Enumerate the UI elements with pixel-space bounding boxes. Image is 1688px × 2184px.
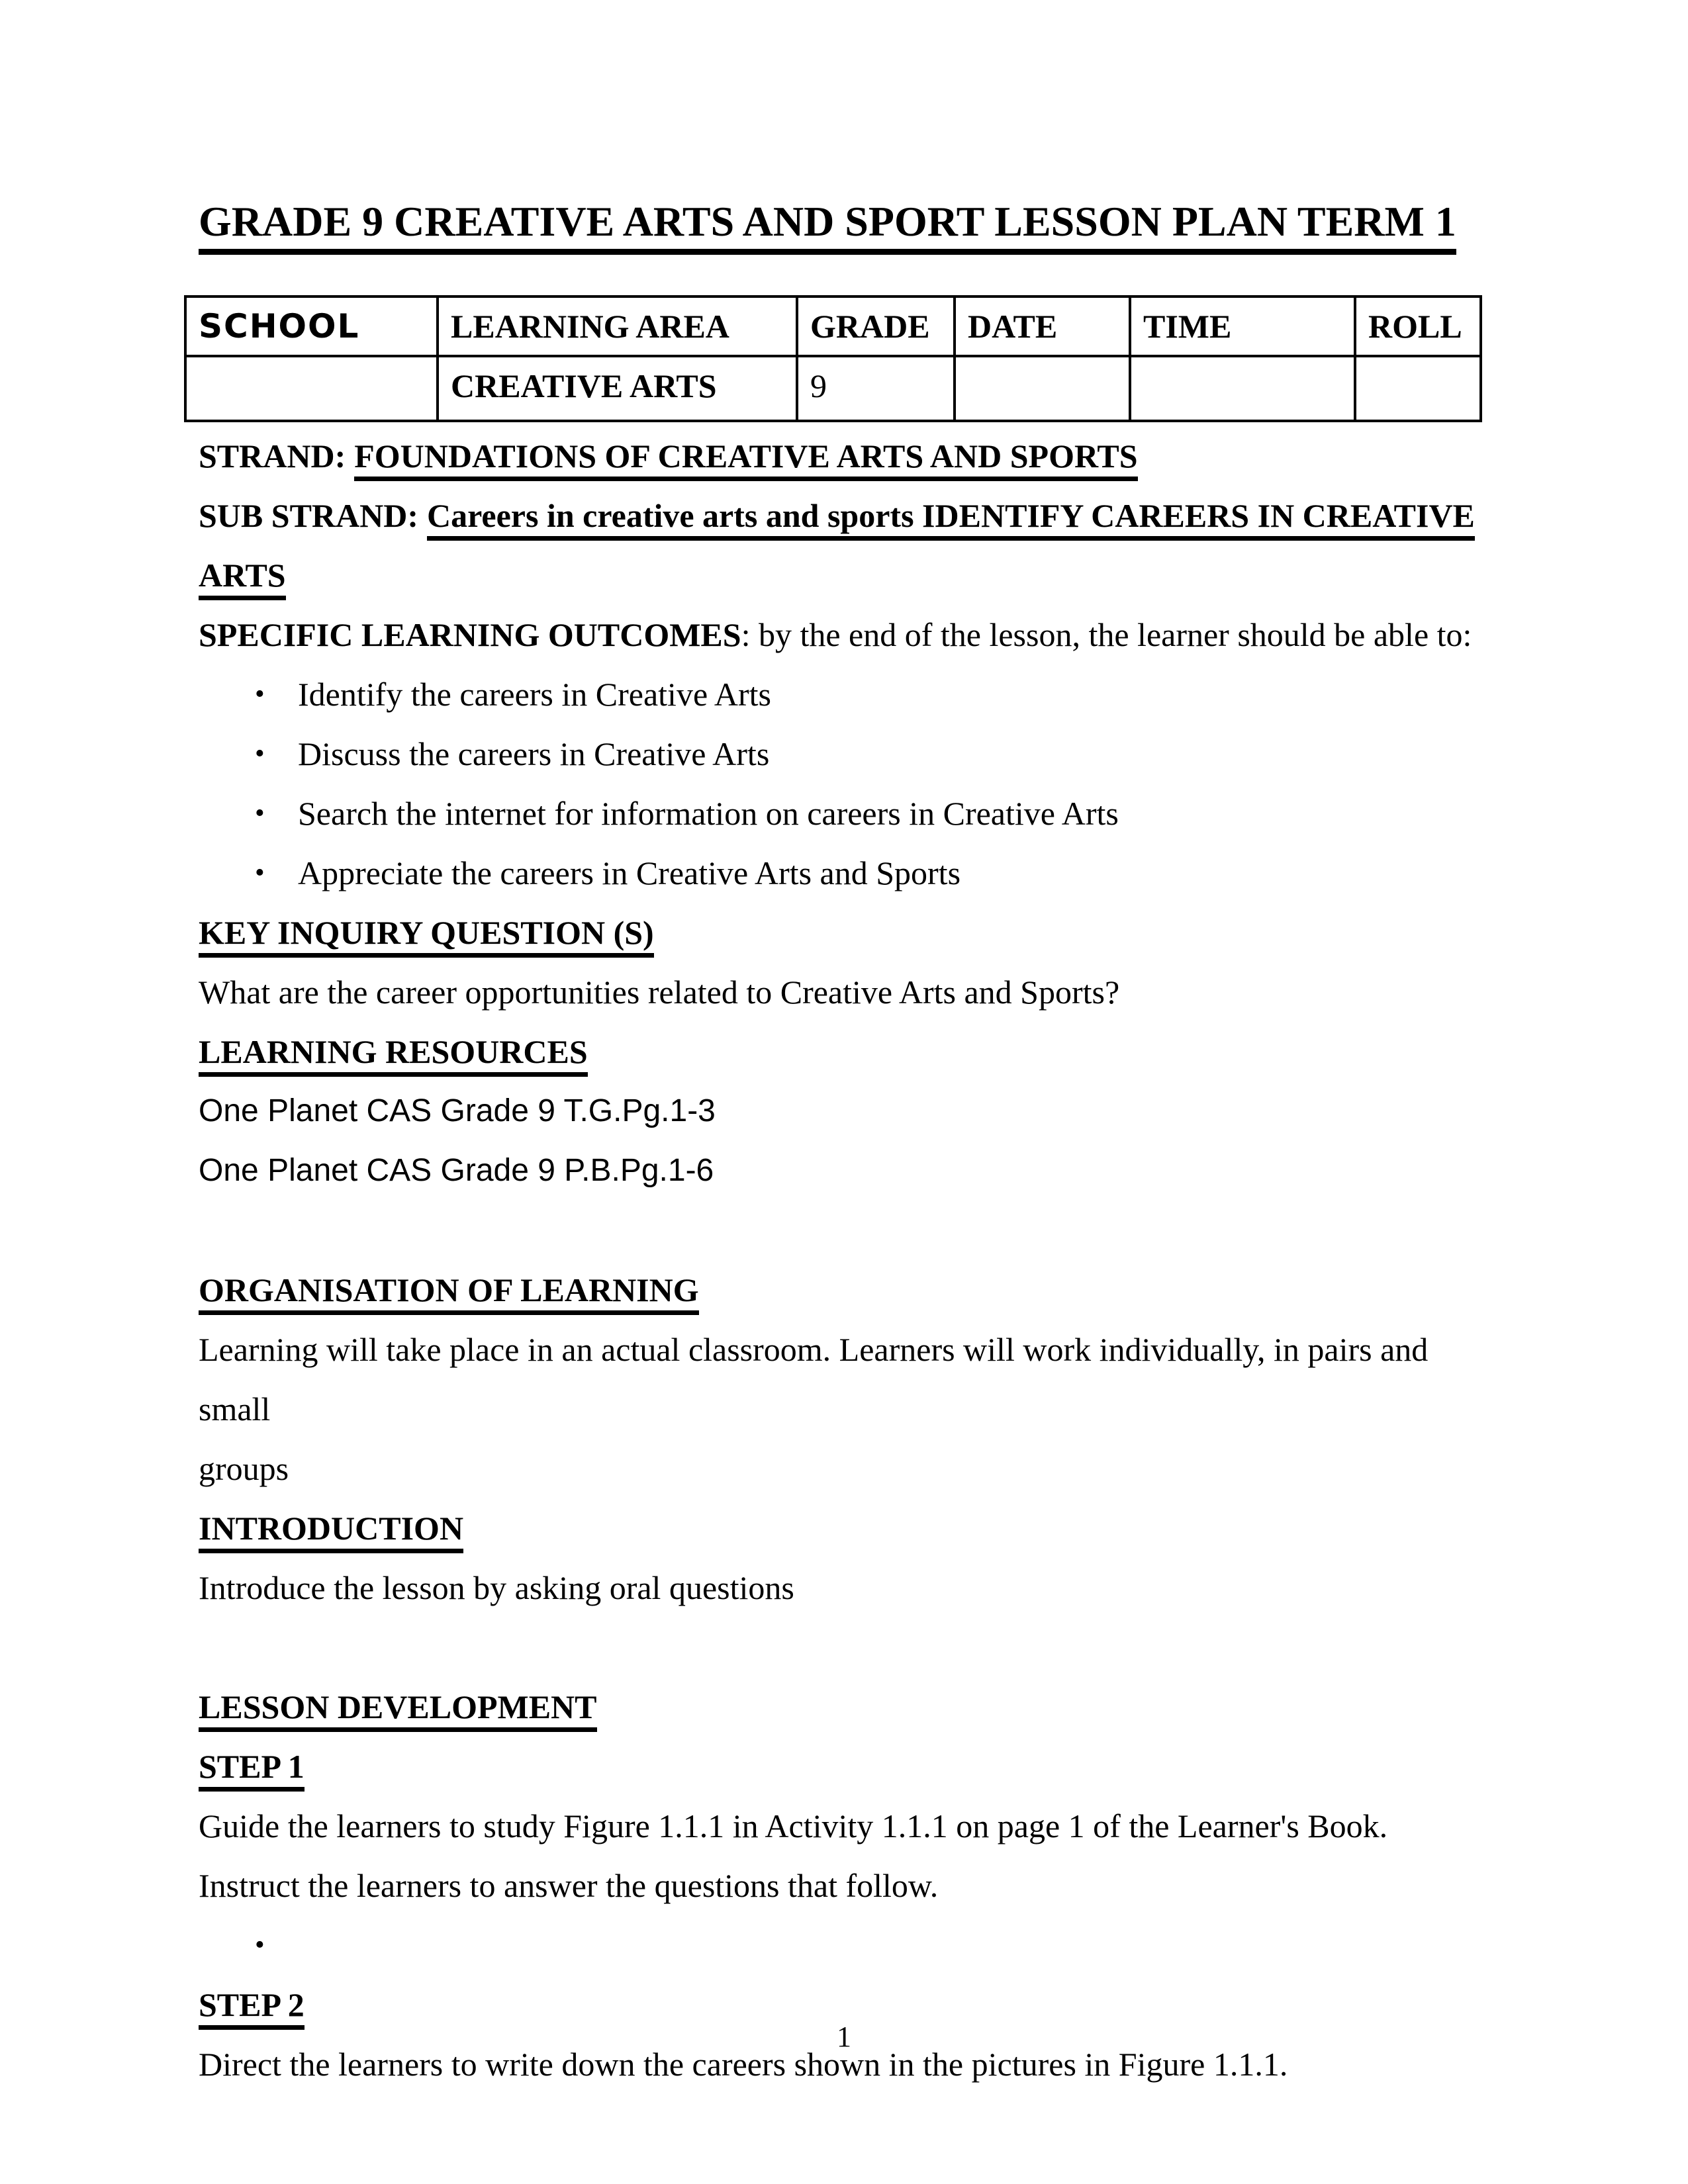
organisation-heading-text: ORGANISATION OF LEARNING — [199, 1271, 699, 1315]
bullet-icon: • — [255, 1930, 265, 1960]
key-inquiry-heading-text: KEY INQUIRY QUESTION (S) — [199, 914, 654, 958]
bullet-icon: • — [255, 679, 265, 709]
outcome-bullet-4-text: Appreciate the careers in Creative Arts and Sports — [298, 854, 961, 891]
table-header-school: SCHOOL — [185, 296, 438, 356]
specific-outcomes-intro: : by the end of the lesson, the learner should be able to: — [741, 616, 1472, 653]
spacer — [199, 1201, 1489, 1260]
table-header-time: TIME — [1130, 296, 1355, 356]
outcome-bullet-1 — [199, 664, 1489, 724]
spacer — [199, 1617, 1489, 1677]
strand-line — [199, 426, 1489, 486]
sub-strand-label: SUB STRAND: — [199, 497, 419, 534]
page-title — [199, 192, 1489, 251]
table-header-date: DATE — [955, 296, 1130, 356]
lesson-development-heading — [199, 1677, 1489, 1737]
step-1-heading-text: STEP 1 — [199, 1748, 305, 1792]
introduction-text: Introduce the lesson by asking oral questions — [199, 1569, 794, 1606]
step-2-heading-text: STEP 2 — [199, 1986, 305, 2030]
table-header-roll: ROLL — [1355, 296, 1481, 356]
page-number: 1 — [837, 2021, 851, 2053]
sub-strand-value-line1: Careers in creative arts and sports IDENTIFY CAREERS IN CREATIVE — [427, 497, 1475, 541]
organisation-text-line1: Learning will take place in an actual classroom. Learners will work individually, in pairs and small — [199, 1331, 1429, 1428]
key-inquiry-question: What are the career opportunities related to Creative Arts and Sports? — [199, 974, 1120, 1011]
table-header-grade: GRADE — [797, 296, 955, 356]
organisation-heading — [199, 1260, 1489, 1320]
table-value-row — [185, 356, 1481, 421]
cell-roll-value — [1355, 356, 1481, 421]
learning-resources-heading — [199, 1022, 1489, 1081]
strand-label: STRAND: — [199, 437, 346, 475]
specific-outcomes-line — [199, 605, 1489, 664]
organisation-text — [199, 1320, 1489, 1498]
sub-strand-line — [199, 486, 1489, 605]
outcome-bullet-4 — [199, 843, 1489, 903]
cell-date-value — [955, 356, 1130, 421]
cell-school-value — [185, 356, 438, 421]
lesson-info-table — [184, 295, 1482, 422]
outcome-bullet-2 — [199, 724, 1489, 784]
introduction-heading-text: INTRODUCTION — [199, 1510, 463, 1553]
empty-bullet-text — [298, 1915, 1489, 1975]
sub-strand-value-line2: ARTS — [199, 557, 286, 600]
organisation-text-line2: groups — [199, 1450, 289, 1487]
step-1-line-2: Instruct the learners to answer the questions that follow. — [199, 1867, 939, 1904]
cell-time-value — [1130, 356, 1355, 421]
bullet-icon: • — [255, 739, 265, 769]
table-header-row — [185, 296, 1481, 356]
introduction-heading — [199, 1498, 1489, 1558]
outcome-bullet-3 — [199, 784, 1489, 843]
learning-resources-heading-text: LEARNING RESOURCES — [199, 1033, 588, 1077]
strand-value: FOUNDATIONS OF CREATIVE ARTS AND SPORTS — [354, 437, 1137, 481]
bullet-icon: • — [255, 798, 265, 829]
specific-outcomes-label: SPECIFIC LEARNING OUTCOMES — [199, 616, 741, 653]
outcome-bullet-1-text: Identify the careers in Creative Arts — [298, 676, 771, 713]
empty-bullet — [199, 1915, 1489, 1975]
lesson-development-heading-text: LESSON DEVELOPMENT — [199, 1688, 597, 1732]
step-1-heading — [199, 1737, 1489, 1796]
table-header-learning-area: LEARNING AREA — [438, 296, 797, 356]
cell-grade-value: 9 — [797, 356, 955, 421]
cell-learning-area-value: CREATIVE ARTS — [438, 356, 797, 421]
outcome-bullet-3-text: Search the internet for information on careers in Creative Arts — [298, 795, 1119, 832]
step-2-line-1: Direct the learners to write down the careers shown in the pictures in Figure 1.1.1. — [199, 2046, 1288, 2083]
outcome-bullet-2-text: Discuss the careers in Creative Arts — [298, 735, 770, 772]
step-1-line-1: Guide the learners to study Figure 1.1.1 in Activity 1.1.1 on page 1 of the Learner's Book. — [199, 1807, 1388, 1844]
resource-item-1: One Planet CAS Grade 9 T.G.Pg.1-3 — [199, 1093, 716, 1128]
bullet-icon: • — [255, 858, 265, 888]
key-inquiry-heading — [199, 903, 1489, 962]
resource-item-2: One Planet CAS Grade 9 P.B.Pg.1-6 — [199, 1153, 714, 1188]
page-title-text: GRADE 9 CREATIVE ARTS AND SPORT LESSON PLAN TERM 1 — [199, 198, 1456, 255]
